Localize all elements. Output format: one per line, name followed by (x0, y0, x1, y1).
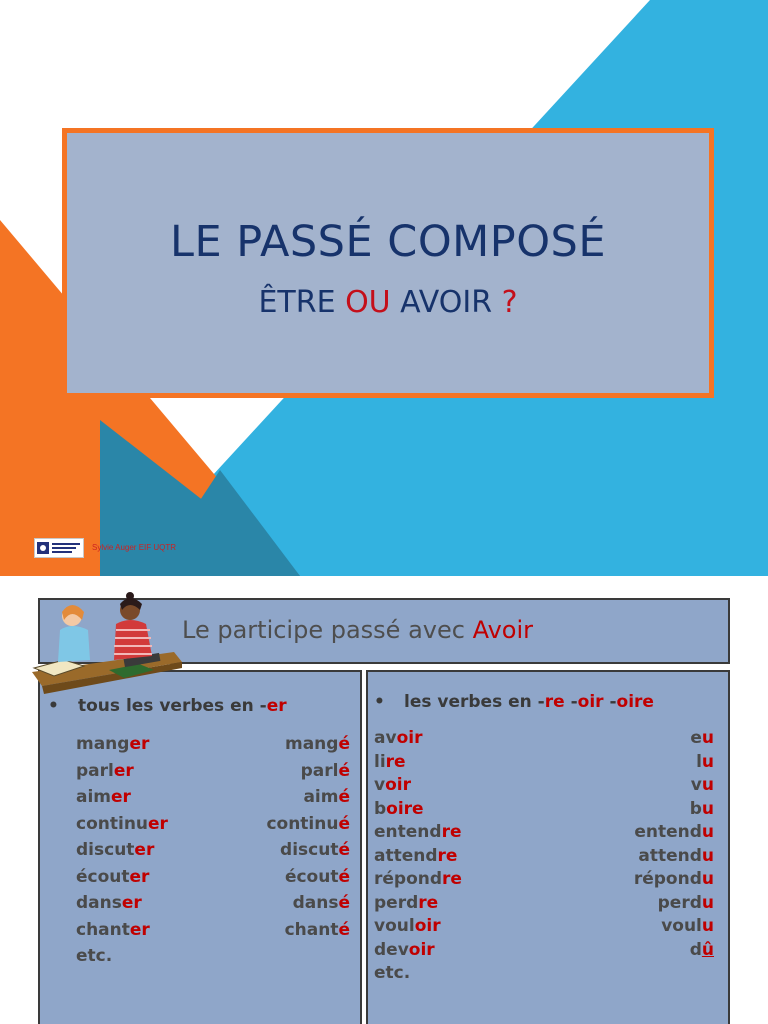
past-participle (638, 846, 714, 866)
verb-ending: u (701, 751, 714, 772)
infinitive (374, 916, 441, 936)
right-column (366, 670, 730, 1024)
past-participle (266, 814, 350, 834)
bullet-part: les verbes en - (404, 692, 545, 712)
verb-ending: re (418, 892, 439, 913)
school-logo (34, 538, 84, 558)
infinitive (76, 867, 149, 887)
verb-stem: chant (284, 919, 339, 940)
bullet-part-red: oire (616, 692, 654, 712)
bullet-part-red: er (266, 696, 287, 716)
verb-ending: u (701, 892, 714, 913)
verb-ending: é (338, 866, 350, 887)
past-participle (285, 867, 350, 887)
verb-ending: u (701, 869, 714, 889)
verb-stem: entend (634, 822, 702, 842)
verb-ending: re (441, 822, 462, 842)
verb-stem: dans (76, 893, 122, 913)
verb-stem: continu (76, 813, 149, 834)
left-column (38, 670, 362, 1024)
verb-ending: é (338, 919, 350, 940)
verb-stem: attend (374, 845, 438, 866)
heading-part: Le participe passé avec (182, 616, 473, 644)
past-participle (696, 752, 714, 772)
verb-stem: perd (657, 892, 702, 913)
subtitle-part-red: OU (345, 285, 391, 320)
verb-ending: er (129, 919, 150, 940)
verb-ending: é (338, 787, 350, 807)
past-participle (634, 869, 714, 889)
slide-title: LE PASSÉ COMPOSÉ (169, 217, 607, 267)
verb-stem: av (374, 728, 397, 748)
verb-stem: perd (374, 892, 419, 913)
infinitive (76, 840, 154, 860)
verb-ending: er (121, 893, 142, 913)
slide-subtitle (67, 285, 709, 320)
infinitive (76, 761, 134, 781)
past-participle (691, 775, 714, 795)
verb-ending: oir (385, 775, 411, 795)
verb-ending: er (111, 787, 131, 807)
verb-stem: voul (661, 916, 702, 936)
verb-ending: é (338, 840, 350, 860)
content-slide (0, 576, 768, 1024)
past-participle (280, 840, 350, 860)
verb-stem: continu (266, 813, 339, 834)
verb-stem: b (689, 798, 702, 819)
etc-label: etc. (374, 963, 411, 983)
bullet-part: - (564, 692, 578, 712)
verb-ending: é (338, 893, 350, 913)
infinitive (374, 752, 406, 772)
past-participle (285, 734, 350, 754)
infinitive (374, 940, 435, 960)
verb-stem: li (374, 751, 386, 772)
bullet-part: tous les verbes en - (78, 696, 267, 716)
past-participle (301, 761, 350, 781)
verb-stem: discut (280, 840, 339, 860)
verb-stem: aim (303, 787, 339, 807)
verb-stem: b (374, 798, 387, 819)
verb-ending: re (442, 869, 462, 889)
infinitive (374, 822, 461, 842)
verb-ending: er (129, 734, 150, 754)
verb-stem: v (374, 775, 386, 795)
infinitive (374, 893, 438, 913)
verb-ending: é (338, 734, 350, 754)
infinitive (76, 920, 150, 940)
past-participle (661, 916, 714, 936)
verb-stem: dev (374, 939, 409, 960)
past-participle (303, 787, 350, 807)
verb-stem: parl (300, 760, 339, 781)
verb-ending: u (701, 845, 714, 866)
verb-stem: parl (76, 760, 114, 781)
infinitive (374, 775, 411, 795)
infinitive (374, 728, 422, 748)
verb-ending: er (134, 840, 155, 860)
verb-ending: oir (414, 916, 441, 936)
past-participle (634, 822, 714, 842)
verb-ending: re (385, 751, 406, 772)
verb-ending: re (437, 845, 458, 866)
infinitive (76, 814, 168, 834)
author-credit: Sylvie Auger EIF UQTR (92, 543, 177, 552)
slide-heading (182, 616, 533, 644)
verb-stem: aim (76, 787, 112, 807)
students-illustration (24, 590, 184, 700)
verb-ending: u (701, 822, 714, 842)
verb-ending: u (701, 916, 714, 936)
verb-stem: discut (76, 840, 135, 860)
verb-stem: e (690, 728, 702, 748)
etc-label: etc. (76, 946, 113, 966)
infinitive (374, 869, 462, 889)
verb-stem: écout (284, 866, 339, 887)
verb-stem: voul (374, 916, 415, 936)
past-participle (690, 728, 714, 748)
verb-stem: mang (285, 734, 339, 754)
past-participle (285, 920, 350, 940)
past-participle (293, 893, 350, 913)
past-participle (658, 893, 714, 913)
verb-ending: er (113, 760, 134, 781)
verb-stem: répond (374, 869, 443, 889)
infinitive (76, 734, 149, 754)
subtitle-part: ÊTRE (258, 285, 346, 320)
verb-ending: u (701, 775, 714, 795)
bullet-part-red: oir (577, 692, 604, 712)
verb-ending: oir (396, 728, 423, 748)
bullet-dot: • (374, 692, 385, 712)
verb-stem: écout (76, 866, 130, 887)
subtitle-question-mark: ? (501, 285, 518, 320)
infinitive (76, 787, 131, 807)
verb-ending: er (129, 866, 150, 887)
verb-stem: l (696, 751, 702, 772)
verb-stem: dans (292, 893, 339, 913)
verb-ending: é (338, 813, 350, 834)
verb-ending: é (338, 760, 350, 781)
right-bullet (374, 692, 654, 712)
verb-ending: er (148, 813, 168, 834)
verb-stem: v (690, 775, 702, 795)
verb-ending: oire (386, 798, 424, 819)
verb-stem: répond (633, 869, 702, 889)
title-box (62, 128, 714, 398)
verb-stem: mang (76, 734, 130, 754)
bullet-part-red: re (544, 692, 565, 712)
infinitive (374, 846, 457, 866)
heading-part-red: Avoir (472, 616, 534, 644)
past-participle (690, 940, 714, 960)
verb-stem: entend (374, 822, 442, 842)
bullet-dot: • (48, 696, 59, 716)
verb-stem: attend (638, 845, 702, 866)
verb-ending: oir (408, 939, 435, 960)
verb-ending: u (701, 798, 714, 819)
verb-stem: d (689, 939, 702, 960)
past-participle (690, 799, 714, 819)
verb-stem: chant (76, 919, 130, 940)
subtitle-part: AVOIR (390, 285, 502, 320)
infinitive (374, 799, 424, 819)
bullet-part: - (603, 692, 617, 712)
verb-ending: û (701, 939, 714, 960)
infinitive (76, 893, 142, 913)
verb-ending: u (701, 728, 714, 748)
